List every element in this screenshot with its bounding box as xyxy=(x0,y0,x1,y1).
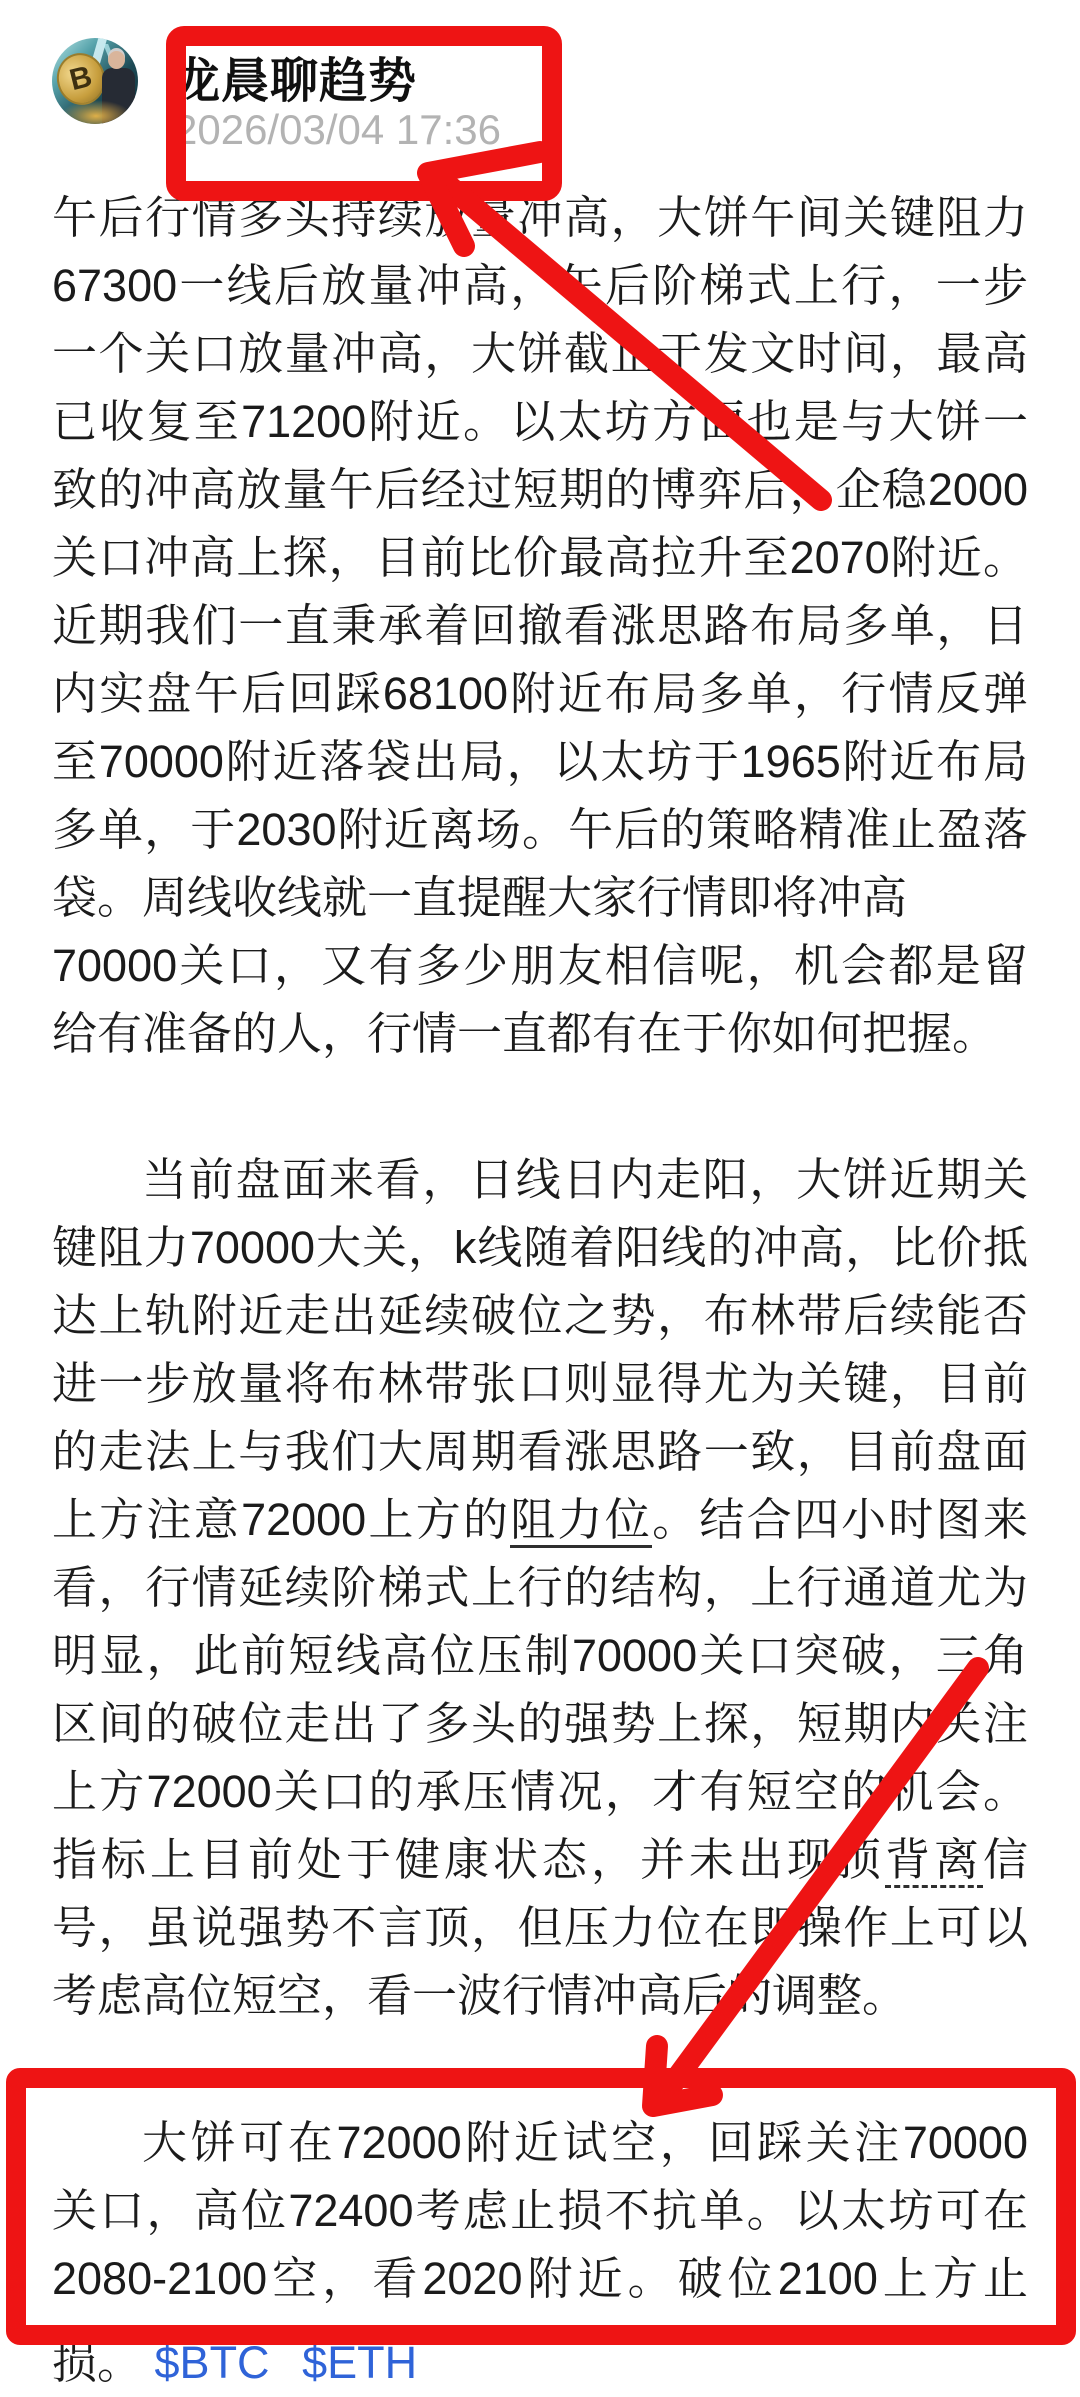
strategy-paragraph xyxy=(52,2109,1028,2313)
body-line: 号，虽说强势不言顶，但压力位在即操作上可以 xyxy=(52,1902,1028,1953)
body-line: 午后行情多头持续放量冲高，大饼午间关键阻力 xyxy=(52,192,1028,243)
body-line: 达上轨附近走出延续破位之势，布林带后续能否 xyxy=(52,1290,1028,1341)
body-line: 已收复至71200附近。以太坊方面也是与大饼一 xyxy=(52,396,1028,447)
cashtag-btc-link[interactable]: $BTC xyxy=(154,2337,270,2388)
body-line: 上方72000关口的承压情况，才有短空的机会。 xyxy=(52,1766,1028,1817)
body-line: 给有准备的人，行情一直都有在于你如何把握。 xyxy=(52,1008,998,1059)
username[interactable]: 龙晨聊趋势 xyxy=(172,55,418,108)
body-line: 致的冲高放量午后经过短期的博弈后，企稳2000 xyxy=(52,464,1028,515)
body-line xyxy=(52,1826,1028,1894)
paragraph-1 xyxy=(52,184,1028,1068)
body-line: 近期我们一直秉承着回撤看涨思路布局多单，日 xyxy=(52,600,1028,651)
body-line: 67300一线后放量冲高，午后阶梯式上行，一步 xyxy=(52,260,1028,311)
cashtag-line xyxy=(52,2329,1028,2397)
body-line: 袋。周线收线就一直提醒大家行情即将冲高 xyxy=(52,872,908,923)
body-line: 明显，此前短线高位压制70000关口突破，三角 xyxy=(52,1630,1028,1681)
post-body xyxy=(52,184,1028,2397)
body-line: 大饼可在72000附近试空，回踩关注70000 xyxy=(142,2117,1028,2168)
body-line: 关口，高位72400考虑止损不抗单。以太坊可在 xyxy=(52,2185,1028,2236)
underlined-term: 阻力位 xyxy=(510,1494,652,1548)
body-line: 内实盘午后回踩68100附近布局多单，行情反弹 xyxy=(52,668,1028,719)
body-text-run: 指标上目前处于健康状态，并未出现顶 xyxy=(52,1834,885,1885)
golden-city-glow xyxy=(60,100,132,124)
body-line: 至70000附近落袋出局，以太坊于1965附近布局 xyxy=(52,736,1028,787)
body-line: 进一步放量将布林带张口则显得尤为关键，目前 xyxy=(52,1358,1028,1409)
bitcoin-symbol: B xyxy=(66,59,96,98)
body-text-run: 。结合四小时图来 xyxy=(652,1494,1028,1545)
paragraph-2 xyxy=(52,1146,1028,2030)
body-line: 键阻力70000大关，k线随着阳线的冲高，比价抵 xyxy=(52,1222,1028,1273)
body-line: 考虑高位短空，看一波行情冲高后的调整。 xyxy=(52,1970,908,2021)
cashtag-eth-link[interactable]: $ETH xyxy=(302,2337,418,2388)
body-line: 的走法上与我们大周期看涨思路一致，目前盘面 xyxy=(52,1426,1028,1477)
body-text-run: 信 xyxy=(982,1834,1028,1885)
body-line: 当前盘面来看，日线日内走阳，大饼近期关 xyxy=(142,1154,1028,1205)
body-line: 一个关口放量冲高，大饼截止于发文时间，最高 xyxy=(52,328,1028,379)
body-line: 看，行情延续阶梯式上行的结构，上行通道尤为 xyxy=(52,1562,1028,1613)
body-line: 多单，于2030附近离场。午后的策略精准止盈落 xyxy=(52,804,1028,855)
person-head xyxy=(108,51,125,69)
body-line: 区间的破位走出了多头的强势上探，短期内关注 xyxy=(52,1698,1028,1749)
body-line: 70000关口，又有多少朋友相信呢，机会都是留 xyxy=(52,940,1028,991)
dash-underlined-term: 背离 xyxy=(885,1834,983,1888)
post-timestamp: 2026/03/04 17:36 xyxy=(174,106,501,153)
body-text-run: 损。 xyxy=(52,2337,143,2388)
body-line xyxy=(52,1486,1028,1554)
body-line: 关口冲高上探，目前比价最高拉升至2070附近。 xyxy=(52,532,1028,583)
avatar[interactable] xyxy=(52,38,138,124)
body-line: 2080-2100空，看2020附近。破位2100上方止 xyxy=(52,2253,1028,2304)
body-text-run: 上方注意72000上方的 xyxy=(52,1494,511,1545)
